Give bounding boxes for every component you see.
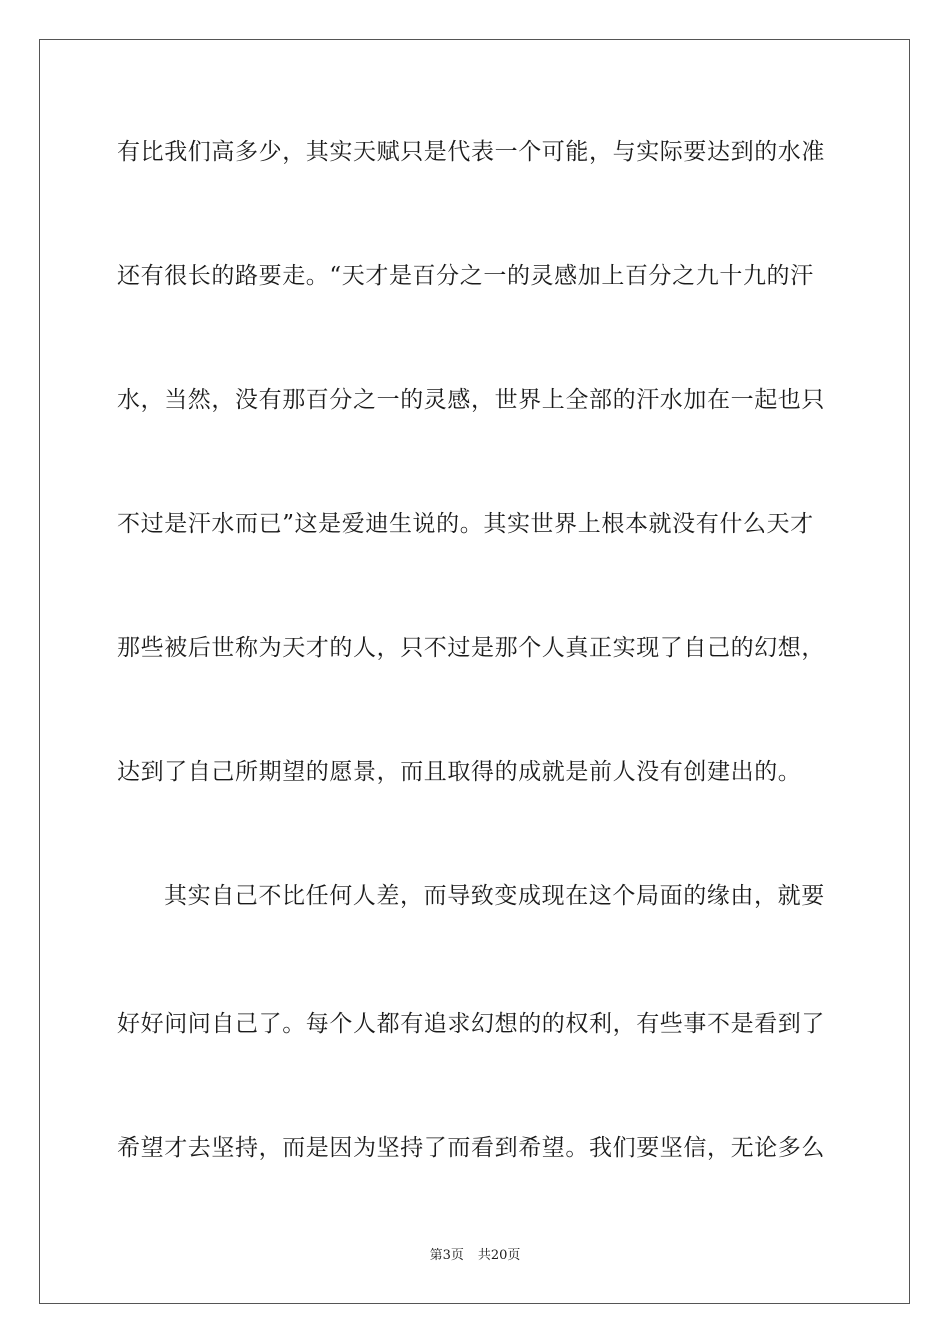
- page-number: 第3页: [429, 1248, 464, 1263]
- body-text-line-4: 不过是汗水而已”这是爱迪生说的。其实世界上根本就没有什么天才: [117, 511, 814, 537]
- body-text-line-9: 希望才去坚持，而是因为坚持了而看到希望。我们要坚信，无论多么: [117, 1135, 825, 1161]
- page-border: [39, 39, 910, 1304]
- body-text-line-2: 还有很长的路要走。“天才是百分之一的灵感加上百分之九十九的汗: [117, 263, 814, 289]
- body-text-line-7: 其实自己不比任何人差，而导致变成现在这个局面的缘由，就要: [164, 883, 825, 909]
- body-text-line-6: 达到了自己所期望的愿景，而且取得的成就是前人没有创建出的。: [117, 759, 802, 785]
- body-text-line-1: 有比我们高多少，其实天赋只是代表一个可能，与实际要达到的水准: [117, 139, 825, 165]
- body-text-line-5: 那些被后世称为天才的人，只不过是那个人真正实现了自己的幻想，: [117, 635, 825, 661]
- body-text-line-3: 水，当然，没有那百分之一的灵感，世界上全部的汗水加在一起也只: [117, 387, 825, 413]
- page-total: 共20页: [477, 1248, 521, 1263]
- page-footer: [0, 1248, 950, 1264]
- body-text-line-8: 好好问问自己了。每个人都有追求幻想的的权利，有些事不是看到了: [117, 1011, 825, 1037]
